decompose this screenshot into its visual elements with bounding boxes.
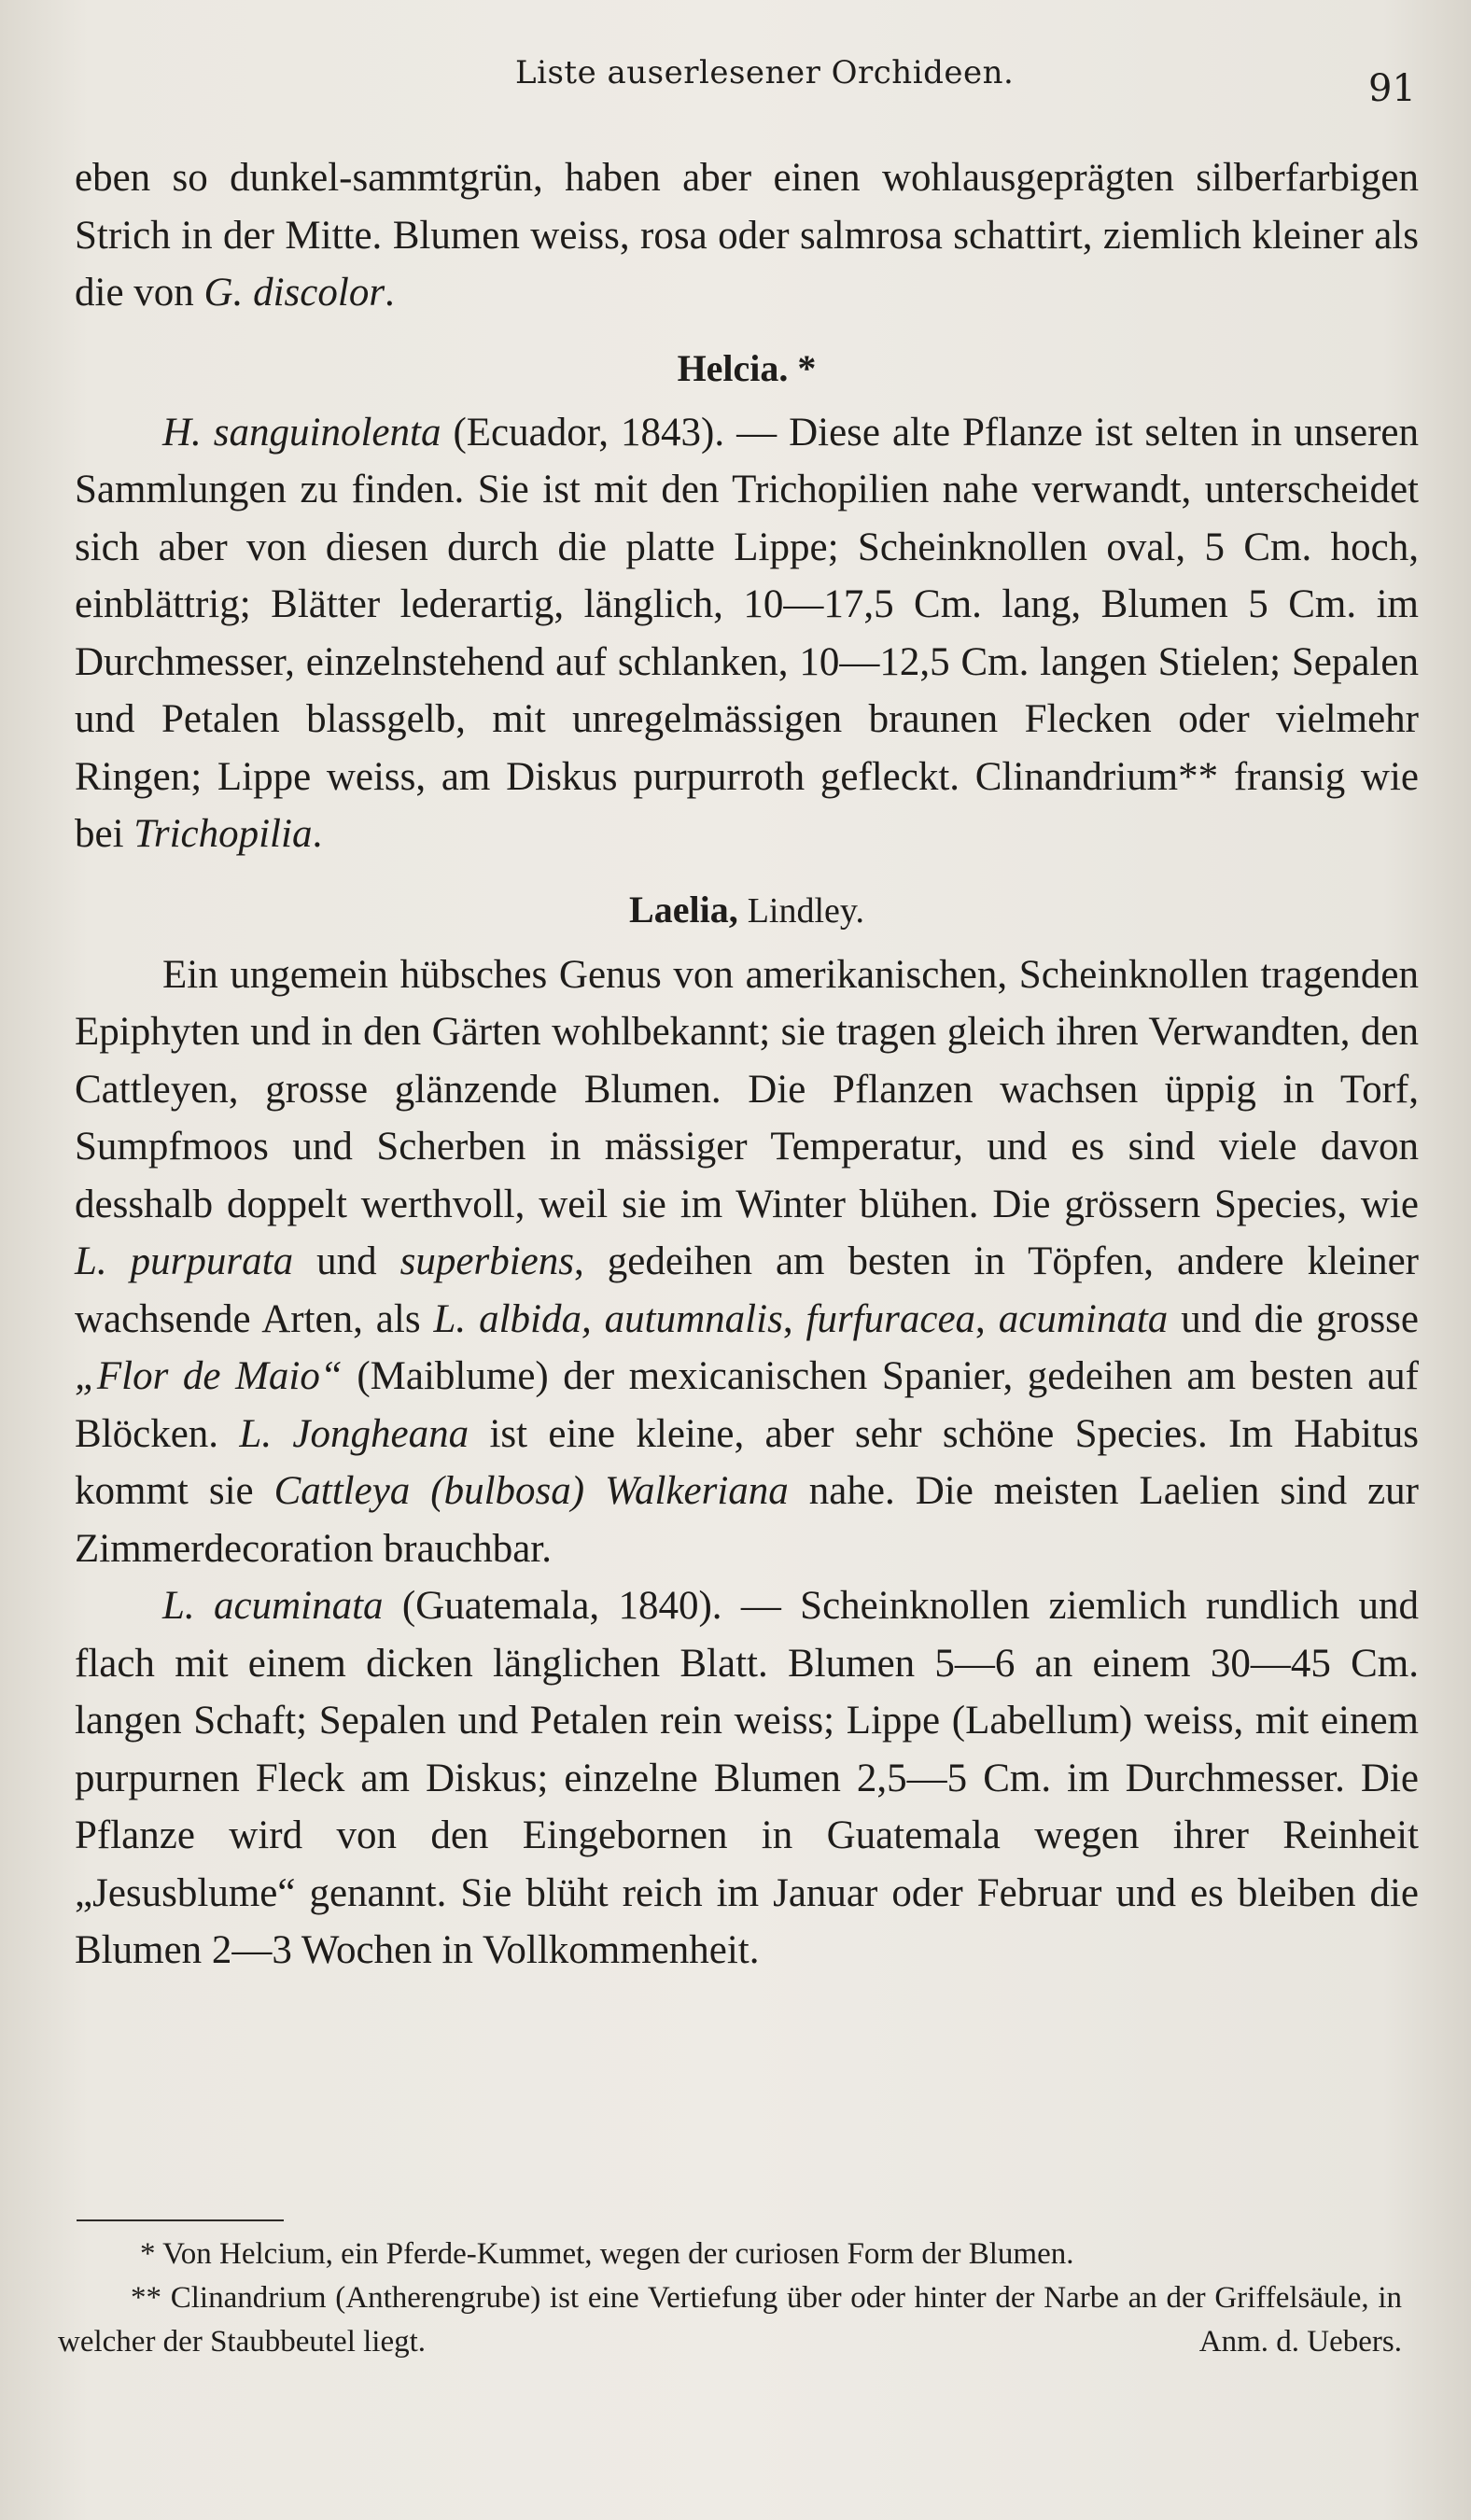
text-run: , gedeihen am besten in Töpfen, andere kleiner wachsende Arten, als <box>75 1239 1420 1341</box>
italic-species-name: H. sanguinolenta <box>162 410 441 455</box>
text-run: . <box>385 271 395 315</box>
italic-species-name: Cattleya (bulbosa) Walkeriana <box>273 1469 789 1513</box>
text-run: (Maiblume) der mexicanischen Spanier, gedeihen am besten auf Blöcken. <box>75 1354 1419 1456</box>
acuminata-paragraph <box>75 1577 1419 1980</box>
helcia-paragraph <box>75 404 1419 863</box>
text-run: und <box>293 1239 400 1283</box>
text-run: . <box>312 812 323 856</box>
translator-signature: Anm. d. Uebers. <box>1198 2325 1402 2359</box>
italic-species-name: L. purpurata <box>75 1239 294 1283</box>
italic-species-name: L. Jongheana <box>239 1411 469 1456</box>
italic-species-name: acuminata <box>998 1296 1169 1341</box>
laelia-paragraph <box>75 946 1419 1578</box>
genus-name: Laelia, <box>629 888 738 931</box>
text-run: ist eine kleine, aber sehr schöne Species. Im Habitus kommt sie <box>75 1411 1419 1513</box>
italic-species-name: furfuracea <box>806 1296 976 1341</box>
text-run: und die grosse <box>1168 1296 1419 1341</box>
running-title: Liste auserlesener Orchideen. <box>515 54 1015 91</box>
footnote-2-text: ** Clinandrium (Antherengrube) ist eine Vertiefung über oder hinter der Narbe an der Griffelsäule, in welcher der Staubbeutel liegt. <box>58 2281 1402 2359</box>
text-run: Ein ungemein hübsches Genus von amerikanischen, Scheinknollen tragenden Epiphyten und in den Gärten wohlbekannt; sie tragen gleich ihren Verwandten, den Cattleyen, grosse glänzende Blumen. Die Pflanzen wachsen üppig in Torf, Sumpfmoos und Scherben in mässiger Temperatur, und es sind viele davon desshalb doppelt werthvoll, weil sie im Winter blühen. Die grössern Species, wie <box>75 952 1419 1226</box>
footnote-1: * Von Helcium, ein Pferde-Kummet, wegen der curiosen Form der Blumen. <box>140 2237 1074 2271</box>
text-run: (Ecuador, 1843). — Diese alte Pflanze ist selten in unseren Sammlungen zu finden. Sie ist mit den Trichopilien nahe verwandt, unterscheidet sich aber von diesen durch die platte Lippe; Scheinknollen oval, 5 Cm. hoch, einblättrig; Blätter lederartig, länglich, 10—17,5 Cm. lang, Blumen 5 Cm. im Durchmesser, einzelnstehend auf schlanken, 10—12,5 Cm. langen Stielen; Sepalen und Petalen blassgelb, mit unregelmässigen braunen Flecken oder vielmehr Ringen; Lippe weiss, am Diskus purpurroth gefleckt. Clinandrium** fransig wie bei <box>75 410 1419 856</box>
running-head <box>0 54 1471 110</box>
text-run: nahe. Die meisten Laelien sind zur Zimmerdecoration brauchbar. <box>75 1469 1419 1571</box>
genus-heading-helcia: Helcia. * <box>677 346 817 389</box>
body-text <box>75 149 1419 1980</box>
italic-species-name: L. acuminata <box>162 1584 384 1628</box>
page-number: 91 <box>1368 67 1416 110</box>
text-run: , <box>975 1296 999 1341</box>
italic-species-name: G. discolor <box>203 271 385 315</box>
text-run: eben so dunkel-sammtgrün, haben aber einen wohlausgeprägten silberfarbigen Strich in der Mitte. Blumen weiss, rosa oder salmrosa schattirt, ziemlich kleiner als die von <box>75 156 1419 315</box>
intro-paragraph <box>75 149 1419 322</box>
footnotes <box>58 2233 1402 2364</box>
genus-heading-laelia <box>75 880 1419 941</box>
italic-genus-name: Trichopilia <box>133 812 313 856</box>
italic-species-name: „Flor de Maio“ <box>75 1354 343 1398</box>
italic-species-name: superbiens <box>399 1239 574 1283</box>
text-run: (Guatemala, 1840). — Scheinknollen ziemlich rundlich und flach mit einem dicken länglichen Blatt. Blumen 5—6 an einem 30—45 Cm. langen Schaft; Sepalen und Petalen rein weiss; Lippe (Labellum) weiss, mit einem purpurnen Fleck am Diskus; einzelne Blumen 2,5—5 Cm. im Durchmesser. Die Pflanze wird von den Eingebornen in Guatemala wegen ihrer Reinheit „Jesusblume“ genannt. Sie blüht reich im Januar oder Februar und es bleiben die Blumen 2—3 Wochen in Vollkommenheit. <box>75 1584 1420 1972</box>
footnote-divider <box>77 2219 284 2221</box>
genus-author: Lindley. <box>747 890 864 931</box>
text-run: , <box>782 1296 806 1341</box>
footnote-2 <box>58 2276 1402 2364</box>
italic-species-name: L. albida, autumnalis <box>433 1296 783 1341</box>
